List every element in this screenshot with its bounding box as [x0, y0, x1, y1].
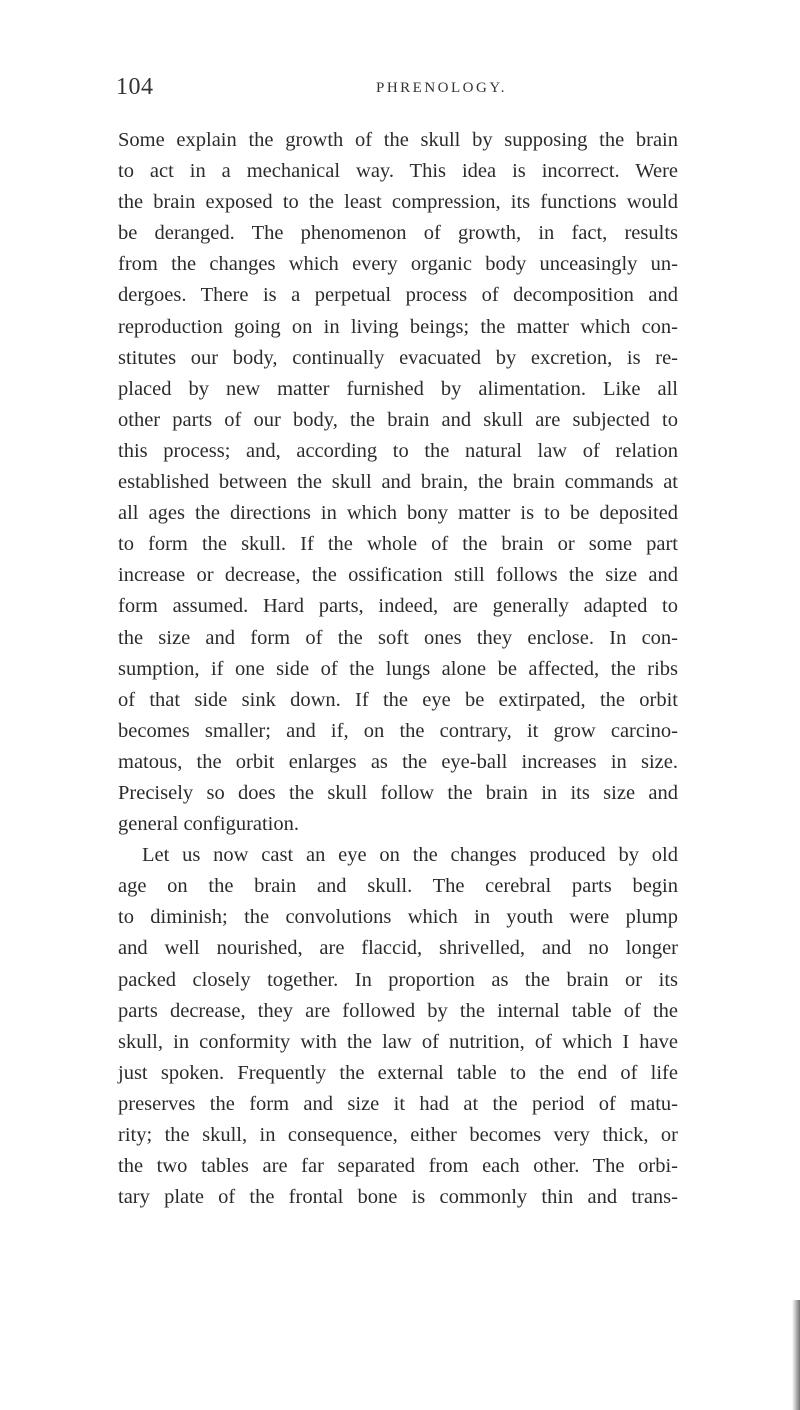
text-line: preserves the form and size it had at the period of matu-: [118, 1092, 678, 1115]
text-line: all ages the directions in which bony matter is to be deposited: [118, 502, 678, 525]
text-line: this process; and, according to the natural law of relation: [118, 439, 678, 462]
paragraph-end-line: general configuration.: [118, 813, 300, 836]
text-line: from the changes which every organic body unceasingly un-: [118, 253, 678, 276]
text-line: increase or decrease, the ossification still follows the size and: [118, 564, 678, 587]
body-text: [118, 125, 678, 1213]
page-edge-shadow: [792, 1300, 800, 1410]
page-number: 104: [116, 74, 154, 100]
paragraph-start-line: Let us now cast an eye on the changes produced by old: [142, 844, 678, 867]
text-line: sumption, if one side of the lungs alone be affected, the ribs: [118, 657, 678, 680]
text-line: Some explain the growth of the skull by supposing the brain: [118, 129, 678, 151]
text-line: parts decrease, they are followed by the internal table of the: [118, 999, 678, 1022]
text-line: other parts of our body, the brain and skull are subjected to: [118, 408, 678, 431]
text-line: the size and form of the soft ones they enclose. In con-: [118, 626, 678, 649]
text-line: to form the skull. If the whole of the brain or some part: [118, 533, 678, 556]
text-line: stitutes our body, continually evacuated by excretion, is re-: [118, 346, 678, 369]
text-line: of that side sink down. If the eye be extirpated, the orbit: [118, 688, 678, 711]
text-line: just spoken. Frequently the external table to the end of life: [118, 1061, 678, 1084]
text-line: and well nourished, are flaccid, shrivelled, and no longer: [118, 937, 678, 960]
text-line: placed by new matter furnished by alimentation. Like all: [118, 377, 678, 400]
text-line: to act in a mechanical way. This idea is incorrect. Were: [118, 160, 678, 183]
running-head: PHRENOLOGY.: [376, 80, 507, 96]
text-line: the two tables are far separated from each other. The orbi-: [118, 1155, 678, 1178]
text-line: reproduction going on in living beings; the matter which con-: [118, 315, 678, 338]
text-line: skull, in conformity with the law of nutrition, of which I have: [118, 1030, 678, 1053]
page-header: [116, 74, 686, 106]
text-line: age on the brain and skull. The cerebral parts begin: [118, 875, 678, 898]
text-line: form assumed. Hard parts, indeed, are generally adapted to: [118, 595, 678, 618]
text-line: rity; the skull, in consequence, either becomes very thick, or: [118, 1124, 678, 1146]
text-line: be deranged. The phenomenon of growth, in fact, results: [118, 222, 678, 245]
text-line: the brain exposed to the least compression, its functions would: [118, 191, 678, 214]
text-line: to diminish; the convolutions which in youth were plump: [118, 906, 678, 929]
text-line: becomes smaller; and if, on the contrary, it grow carcino-: [118, 719, 678, 742]
text-line: established between the skull and brain, the brain commands at: [118, 471, 678, 494]
text-line: matous, the orbit enlarges as the eye-ball increases in size.: [118, 750, 678, 773]
text-line: Precisely so does the skull follow the brain in its size and: [118, 781, 678, 804]
text-line: packed closely together. In proportion as the brain or its: [118, 968, 678, 991]
text-line: dergoes. There is a perpetual process of decomposition and: [118, 284, 678, 307]
text-line: tary plate of the frontal bone is commonly thin and trans-: [118, 1186, 678, 1209]
